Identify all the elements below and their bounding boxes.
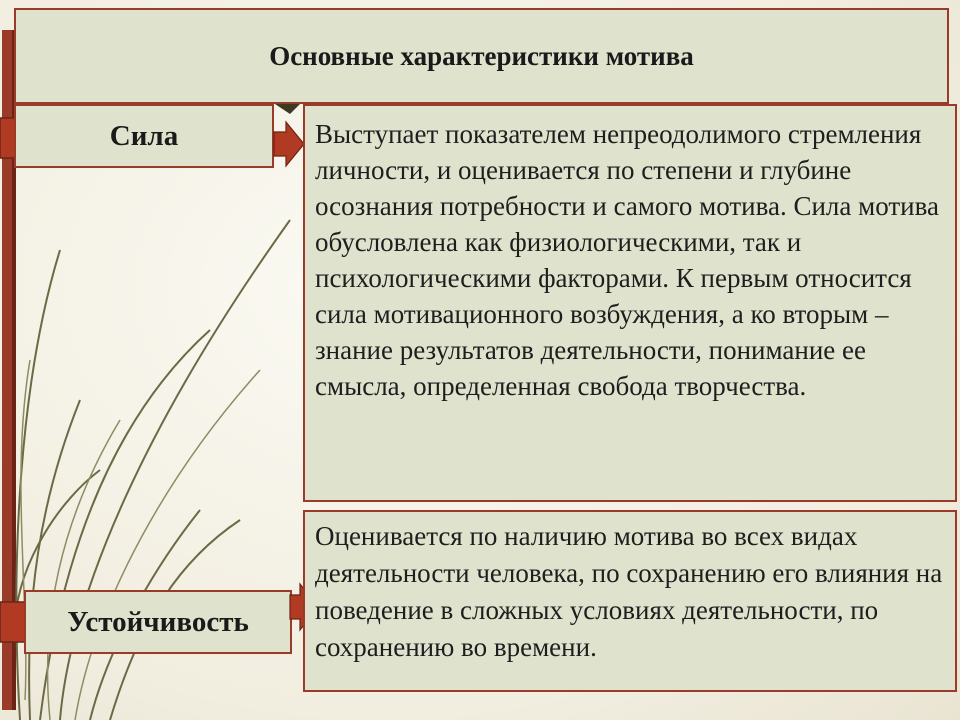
description-ustoichivost-text: Оценивается по наличию мотива во всех видах деятельности человека, по сохранению его влияния на поведение в сложных условиях деятельности, по сохранению во времени. <box>315 521 943 662</box>
leaf-icon <box>275 104 300 114</box>
grass-stems-light <box>21 360 260 720</box>
page-title: Основные характеристики мотива <box>269 40 694 71</box>
label-ustoichivost <box>24 590 292 654</box>
description-sila-text: Выступает показателем непреодолимого стремления личности, и оценивается по степени и глубине осознания потребности и самого мотива. Сила мотива обусловлена как физиологическими, так и психологическими факторами. К первым относится сила мотивационного возбуждения, а ко вторым – знание результатов деятельности, понимание ее смысла, определенная свобода творчества. <box>315 119 939 401</box>
title-panel <box>14 8 949 104</box>
label-sila-text: Сила <box>109 119 179 152</box>
description-ustoichivost <box>303 510 957 692</box>
label-ustoichivost-text: Устойчивость <box>67 605 249 638</box>
label-sila <box>14 104 274 168</box>
description-sila <box>303 104 957 502</box>
sila-connector-arrow-icon <box>272 120 306 168</box>
